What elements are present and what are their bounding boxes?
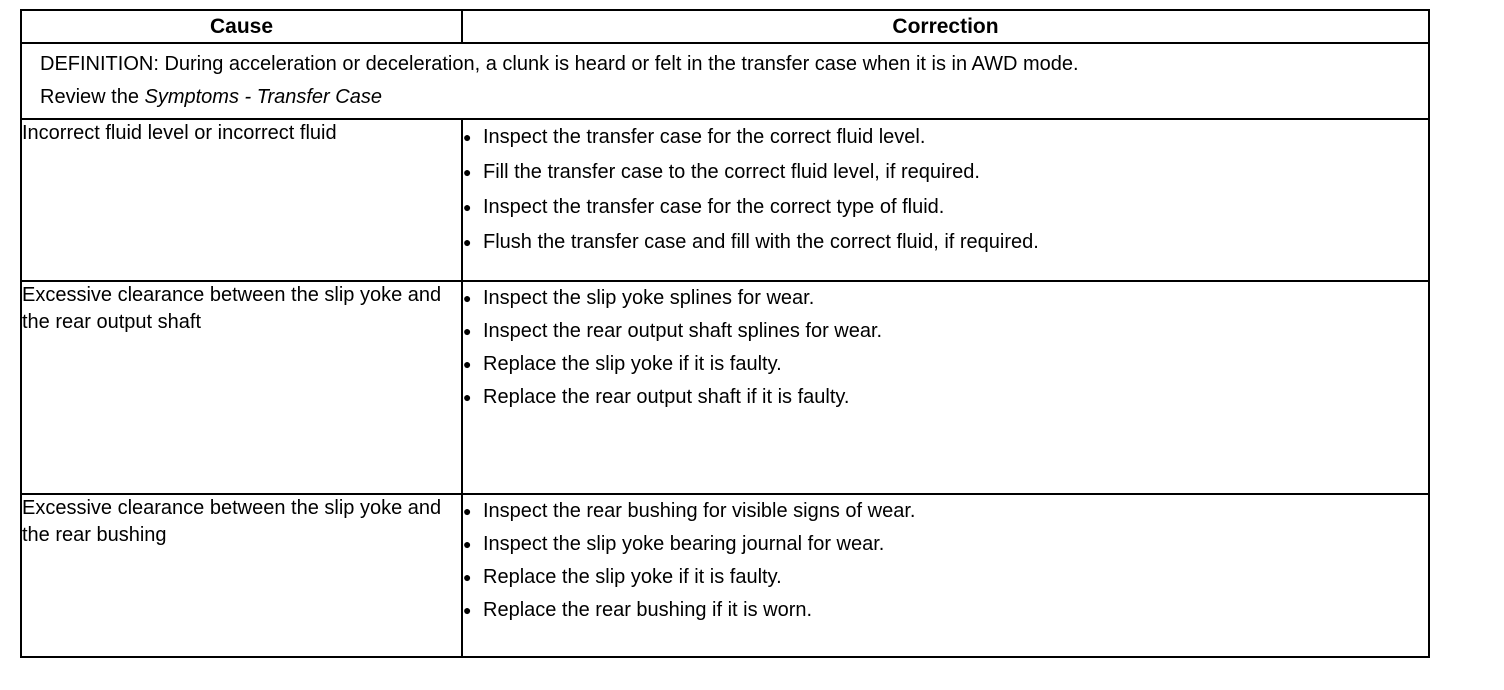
bullet-icon: ● — [463, 323, 472, 339]
table-row — [21, 494, 1429, 657]
definition-text: DEFINITION: During acceleration or deceleration, a clunk is heard or felt in the transfer case when it is in AWD mode. — [40, 53, 1079, 75]
diagnostic-table — [20, 9, 1430, 658]
list-item: ● Replace the slip yoke if it is faulty. — [463, 348, 1428, 381]
bullet-icon: ● — [463, 290, 472, 306]
cause-cell: Excessive clearance between the slip yoke and the rear output shaft — [21, 281, 462, 494]
list-item: ● Fill the transfer case to the correct fluid level, if required. — [463, 155, 1428, 190]
bullet-icon: ● — [463, 199, 472, 215]
bullet-icon: ● — [463, 164, 472, 180]
cause-cell: Excessive clearance between the slip yoke and the rear bushing — [21, 494, 462, 657]
definition-row — [21, 43, 1429, 119]
correction-cell — [462, 119, 1429, 281]
correction-list — [463, 282, 1428, 414]
bullet-icon: ● — [463, 389, 472, 405]
review-prefix: Review the — [40, 86, 145, 108]
correction-cell — [462, 281, 1429, 494]
correction-list — [463, 120, 1428, 260]
cause-cell: Incorrect fluid level or incorrect fluid — [21, 119, 462, 281]
bullet-icon: ● — [463, 234, 472, 250]
list-item: ● Replace the slip yoke if it is faulty. — [463, 561, 1428, 594]
table-header-row — [21, 10, 1429, 43]
correction-cell — [462, 494, 1429, 657]
cause-column-header: Cause — [21, 10, 462, 43]
symptoms-reference-link[interactable]: Symptoms - Transfer Case — [144, 86, 382, 108]
list-item: ● Inspect the slip yoke bearing journal for wear. — [463, 528, 1428, 561]
bullet-icon: ● — [463, 602, 472, 618]
list-item: ● Replace the rear output shaft if it is faulty. — [463, 381, 1428, 414]
table-row — [21, 119, 1429, 281]
bullet-icon: ● — [463, 356, 472, 372]
review-line — [40, 81, 1412, 114]
list-item: ● Inspect the rear bushing for visible signs of wear. — [463, 495, 1428, 528]
bullet-icon: ● — [463, 536, 472, 552]
definition-cell — [21, 43, 1429, 119]
list-item: ● Inspect the slip yoke splines for wear. — [463, 282, 1428, 315]
correction-column-header: Correction — [462, 10, 1429, 43]
list-item: ● Replace the rear bushing if it is worn. — [463, 594, 1428, 627]
list-item: ● Inspect the transfer case for the correct fluid level. — [463, 120, 1428, 155]
list-item: ● Flush the transfer case and fill with the correct fluid, if required. — [463, 225, 1428, 260]
table-row — [21, 281, 1429, 494]
list-item: ● Inspect the rear output shaft splines for wear. — [463, 315, 1428, 348]
correction-list — [463, 495, 1428, 627]
list-item: ● Inspect the transfer case for the correct type of fluid. — [463, 190, 1428, 225]
bullet-icon: ● — [463, 129, 472, 145]
bullet-icon: ● — [463, 503, 472, 519]
bullet-icon: ● — [463, 569, 472, 585]
